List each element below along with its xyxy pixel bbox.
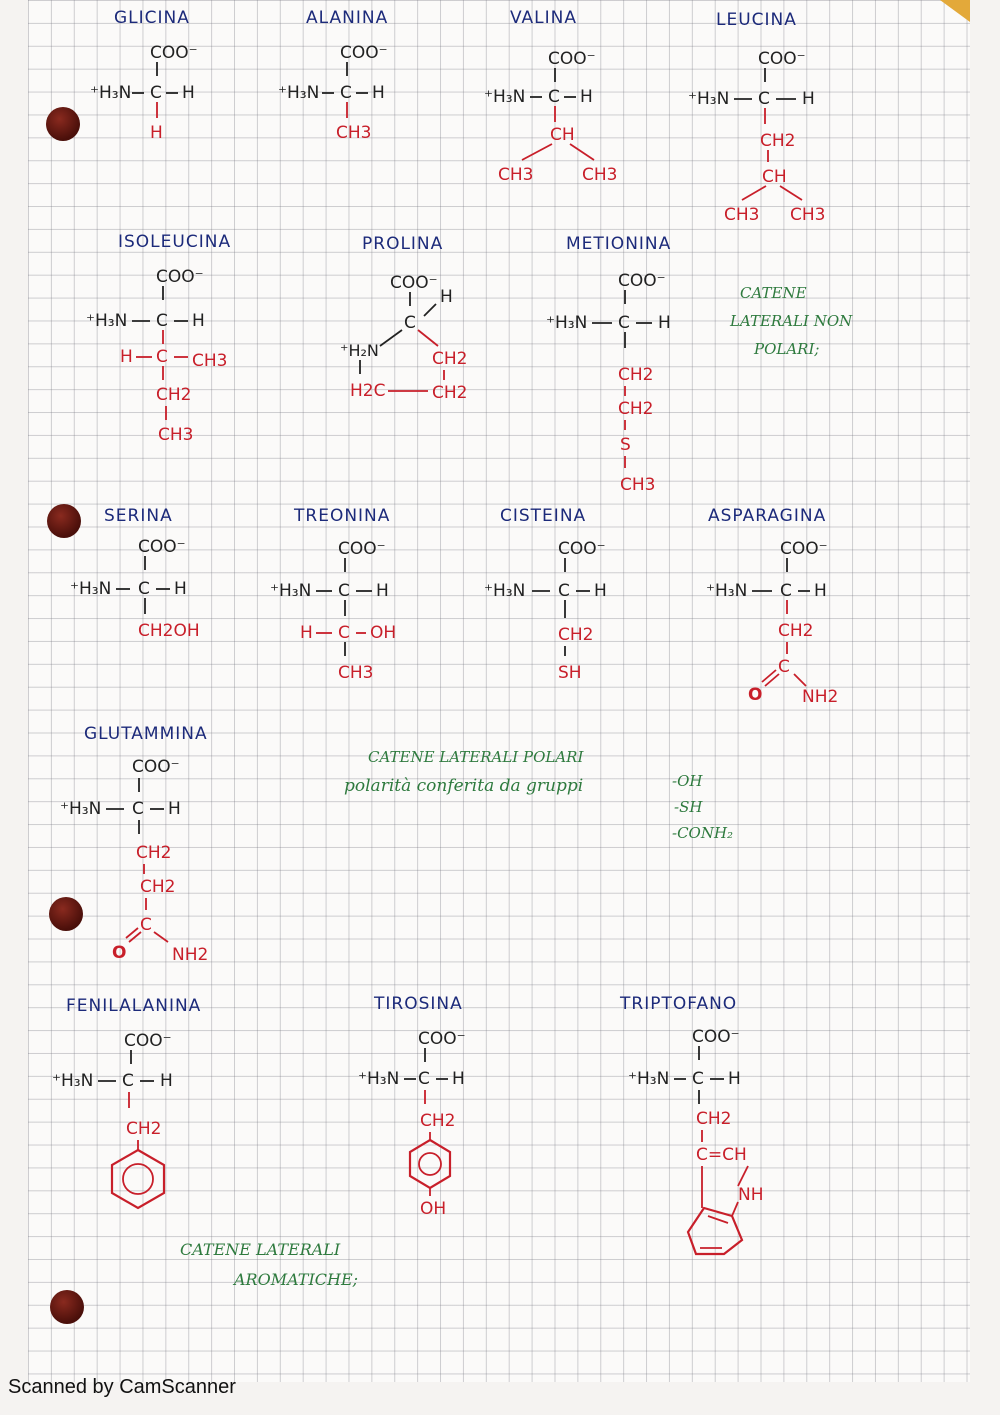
side-chain-s: S xyxy=(620,435,631,455)
structure-asparagina xyxy=(690,530,860,720)
side-chain-ch2: CH2 xyxy=(760,131,796,151)
side-chain-o: O xyxy=(112,943,127,963)
note-nonpolar-2: LATERALI NON xyxy=(730,312,853,330)
alpha-carbon-label: C xyxy=(338,581,350,601)
side-chain-ch3: CH3 xyxy=(498,165,534,185)
structure-metionina xyxy=(540,262,710,502)
structure-fenilalanina xyxy=(46,1022,226,1212)
carboxyl-label: COO⁻ xyxy=(156,267,204,287)
amino-label: ⁺H₃N xyxy=(278,83,320,103)
page-corner-tab xyxy=(940,0,970,22)
title-fenilalanina: FENILALANINA xyxy=(66,996,202,1016)
structure-valina xyxy=(474,38,644,188)
amino-label: ⁺H₃N xyxy=(546,313,588,333)
side-chain-ch2: CH2 xyxy=(618,365,654,385)
hydrogen-label: H xyxy=(580,87,593,107)
title-glutammina: GLUTAMMINA xyxy=(84,724,208,744)
carboxyl-label: COO⁻ xyxy=(780,539,828,559)
structure-glicina xyxy=(80,38,220,158)
hydrogen-label: H xyxy=(728,1069,741,1089)
side-chain-ch3: CH3 xyxy=(724,205,760,225)
amino-label: ⁺H₃N xyxy=(270,581,312,601)
side-chain-ch3: CH3 xyxy=(338,663,374,683)
amino-label: ⁺H₂N xyxy=(340,341,379,360)
title-triptofano: TRIPTOFANO xyxy=(620,994,738,1014)
title-alanina: ALANINA xyxy=(306,8,389,28)
side-chain-oh: OH xyxy=(370,623,397,643)
carboxyl-label: COO⁻ xyxy=(418,1029,466,1049)
hydrogen-label: H xyxy=(372,83,385,103)
carboxyl-label: COO⁻ xyxy=(132,757,180,777)
side-chain-ch3: CH3 xyxy=(192,351,228,371)
amino-label: ⁺H₃N xyxy=(628,1069,670,1089)
amino-label: ⁺H₃N xyxy=(484,87,526,107)
structure-prolina xyxy=(320,264,500,414)
alpha-carbon-label: C xyxy=(156,311,168,331)
alpha-carbon-label: C xyxy=(150,83,162,103)
hydrogen-label: H xyxy=(658,313,671,333)
hydrogen-label: H xyxy=(168,799,181,819)
binder-hole xyxy=(50,1290,84,1324)
hydrogen-label: H xyxy=(594,581,607,601)
carboxyl-label: COO⁻ xyxy=(758,49,806,69)
carboxyl-label: COO⁻ xyxy=(150,43,198,63)
structure-glutammina xyxy=(56,750,236,980)
carboxyl-label: COO⁻ xyxy=(138,537,186,557)
note-nonpolar-3: POLARI; xyxy=(754,340,820,358)
side-chain-ch2: CH2 xyxy=(618,399,654,419)
hydrogen-label: H xyxy=(160,1071,173,1091)
title-isoleucina: ISOLEUCINA xyxy=(118,232,232,252)
side-chain-ch3: CH3 xyxy=(620,475,656,495)
scanner-watermark: Scanned by CamScanner xyxy=(8,1376,236,1398)
carboxyl-label: COO⁻ xyxy=(548,49,596,69)
alpha-carbon-label: C xyxy=(132,799,144,819)
phenol-ring xyxy=(410,1140,450,1188)
note-nonpolar-1: CATENE xyxy=(740,284,807,302)
hydrogen-label: H xyxy=(174,579,187,599)
side-chain-ch2: CH2 xyxy=(156,385,192,405)
title-glicina: GLICINA xyxy=(114,8,190,28)
alpha-carbon-label: C xyxy=(780,581,792,601)
alpha-carbon-label: C xyxy=(618,313,630,333)
alpha-carbon-label: C xyxy=(692,1069,704,1089)
alpha-carbon-label: C xyxy=(758,89,770,109)
amino-label: ⁺H₃N xyxy=(52,1071,94,1091)
structure-isoleucina xyxy=(80,260,260,460)
title-metionina: METIONINA xyxy=(566,234,672,254)
carboxyl-label: COO⁻ xyxy=(558,539,606,559)
structure-tirosina xyxy=(356,1020,516,1220)
side-chain-ch2: CH2 xyxy=(136,843,172,863)
title-cisteina: CISTEINA xyxy=(500,506,587,526)
side-chain-ch2: CH2 xyxy=(140,877,176,897)
structure-treonina xyxy=(266,532,436,692)
alpha-carbon-label: C xyxy=(138,579,150,599)
side-chain-nh: NH xyxy=(738,1185,764,1205)
alpha-carbon-label: C xyxy=(418,1069,430,1089)
title-prolina: PROLINA xyxy=(362,234,444,254)
amino-label: ⁺H₃N xyxy=(90,83,132,103)
note-aromatic-2: AROMATICHE; xyxy=(234,1270,359,1289)
amino-label: ⁺H₃N xyxy=(484,581,526,601)
side-chain-o: O xyxy=(748,685,763,705)
side-chain-ch2: CH2 xyxy=(432,349,468,369)
title-asparagina: ASPARAGINA xyxy=(708,506,827,526)
side-chain-ch2oh: CH2OH xyxy=(138,621,200,641)
title-tirosina: TIROSINA xyxy=(374,994,463,1014)
side-chain-ch2: CH2 xyxy=(432,383,468,403)
note-polar-group-conh2: -CONH₂ xyxy=(672,824,734,842)
side-chain-ch3: CH3 xyxy=(582,165,618,185)
hydrogen-label: H xyxy=(440,287,453,307)
side-chain-ch2: CH2 xyxy=(420,1111,456,1131)
amino-label: ⁺H₃N xyxy=(70,579,112,599)
alpha-carbon-label: C xyxy=(122,1071,134,1091)
side-chain-ch: CH xyxy=(550,125,575,145)
hydrogen-label: H xyxy=(802,89,815,109)
side-chain-nh2: NH2 xyxy=(802,687,839,707)
side-chain-h: H xyxy=(120,347,133,367)
alpha-carbon-label: C xyxy=(340,83,352,103)
amino-label: ⁺H₃N xyxy=(706,581,748,601)
hydrogen-label: H xyxy=(452,1069,465,1089)
side-chain-c: C xyxy=(156,347,168,367)
hydrogen-label: H xyxy=(182,83,195,103)
side-chain-h2c: H2C xyxy=(350,381,386,401)
structure-serina xyxy=(64,530,224,650)
amino-label: ⁺H₃N xyxy=(60,799,102,819)
benzene-ring xyxy=(112,1150,164,1208)
hydrogen-label: H xyxy=(814,581,827,601)
carboxyl-label: COO⁻ xyxy=(390,273,438,293)
side-chain-c-eq-ch: C=CH xyxy=(696,1145,747,1165)
alpha-carbon-label: C xyxy=(404,313,416,333)
side-chain-h: H xyxy=(300,623,313,643)
side-chain-ch2: CH2 xyxy=(558,625,594,645)
side-chain-ch: CH xyxy=(762,167,787,187)
carboxyl-label: COO⁻ xyxy=(692,1027,740,1047)
alpha-carbon-label: C xyxy=(548,87,560,107)
carboxyl-label: COO⁻ xyxy=(618,271,666,291)
structure-triptofano xyxy=(624,1020,804,1260)
side-chain-nh2: NH2 xyxy=(172,945,209,965)
side-chain-h: H xyxy=(150,123,163,143)
note-aromatic-1: CATENE LATERALI xyxy=(180,1240,341,1259)
side-chain-sh: SH xyxy=(558,663,582,683)
side-chain-oh: OH xyxy=(420,1199,447,1219)
note-polar-group-sh: -SH xyxy=(674,798,703,816)
side-chain-c: C xyxy=(140,915,152,935)
side-chain-c: C xyxy=(338,623,350,643)
structure-cisteina xyxy=(480,532,640,692)
title-leucina: LEUCINA xyxy=(716,10,797,30)
amino-label: ⁺H₃N xyxy=(86,311,128,331)
title-valina: VALINA xyxy=(510,8,578,28)
amino-label: ⁺H₃N xyxy=(688,89,730,109)
side-chain-ch3: CH3 xyxy=(336,123,372,143)
side-chain-ch2: CH2 xyxy=(126,1119,162,1139)
hydrogen-label: H xyxy=(192,311,205,331)
carboxyl-label: COO⁻ xyxy=(338,539,386,559)
side-chain-ch2: CH2 xyxy=(778,621,814,641)
indole-ring xyxy=(688,1208,742,1254)
title-treonina: TREONINA xyxy=(294,506,391,526)
note-polar-desc: polarità conferita da gruppi xyxy=(344,776,584,796)
carboxyl-label: COO⁻ xyxy=(124,1031,172,1051)
title-serina: SERINA xyxy=(104,506,173,526)
side-chain-ch3: CH3 xyxy=(790,205,826,225)
note-polar-group-oh: -OH xyxy=(672,772,703,790)
note-polar-title: CATENE LATERALI POLARI xyxy=(368,748,584,766)
amino-label: ⁺H₃N xyxy=(358,1069,400,1089)
structure-leucina xyxy=(680,42,860,232)
structure-alanina xyxy=(268,38,418,158)
side-chain-c: C xyxy=(778,657,790,677)
side-chain-ch2: CH2 xyxy=(696,1109,732,1129)
hydrogen-label: H xyxy=(376,581,389,601)
alpha-carbon-label: C xyxy=(558,581,570,601)
side-chain-ch3: CH3 xyxy=(158,425,194,445)
binder-hole xyxy=(46,107,80,141)
carboxyl-label: COO⁻ xyxy=(340,43,388,63)
